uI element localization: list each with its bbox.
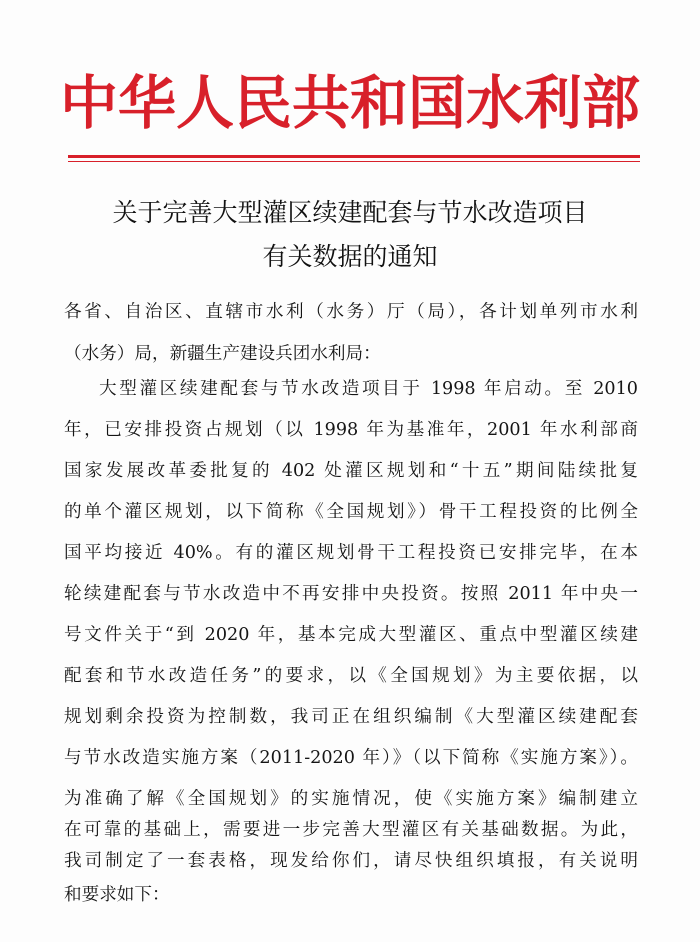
- salutation-line: （水务）局，新疆生产建设兵团水利局：: [64, 344, 381, 364]
- paragraph-line: 与节水改造实施方案（2011-2020 年）》（以下简称《实施方案》）。: [64, 748, 638, 768]
- paragraph-line: 和要求如下：: [64, 885, 170, 905]
- paragraph-line: 国家发展改革委批复的 402 处灌区规划和“十五”期间陆续批复: [64, 461, 638, 481]
- masthead-rule-thin: [68, 161, 640, 162]
- document-title-line-1: 关于完善大型灌区续建配套与节水改造项目: [112, 198, 588, 227]
- paragraph-line: 为准确了解《全国规划》的实施情况，使《实施方案》编制建立: [64, 789, 638, 809]
- paragraph-line: 的单个灌区规划，以下简称《全国规划》）骨干工程投资的比例全: [64, 502, 638, 522]
- masthead-rule-thick: [68, 155, 640, 158]
- paragraph-line: 大型灌区续建配套与节水改造项目于 1998 年启动。至 2010: [99, 379, 638, 399]
- paragraph-line: 号文件关于“到 2020 年，基本完成大型灌区、重点中型灌区续建: [64, 625, 638, 645]
- paragraph-line: 年，已安排投资占规划（以 1998 年为基准年，2001 年水利部商: [64, 420, 638, 440]
- agency-masthead: 中华人民共和国水利部: [59, 69, 640, 137]
- paragraph-line: 在可靠的基础上，需要进一步完善大型灌区有关基础数据。为此，: [64, 820, 638, 840]
- salutation-line: 各省、自治区、直辖市水利（水务）厅（局），各计划单列市水利: [64, 302, 638, 322]
- document-title-line-2: 有关数据的通知: [262, 242, 438, 271]
- paragraph-line: 配套和节水改造任务”的要求，以《全国规划》为主要依据，以: [64, 666, 638, 686]
- paragraph-line: 轮续建配套与节水改造中不再安排中央投资。按照 2011 年中央一: [64, 584, 638, 604]
- paragraph-line: 国平均接近 40%。有的灌区规划骨干工程投资已安排完毕，在本: [64, 543, 638, 563]
- paragraph-line: 我司制定了一套表格，现发给你们，请尽快组织填报，有关说明: [64, 851, 638, 871]
- paragraph-line: 规划剩余投资为控制数，我司正在组织编制《大型灌区续建配套: [64, 707, 638, 727]
